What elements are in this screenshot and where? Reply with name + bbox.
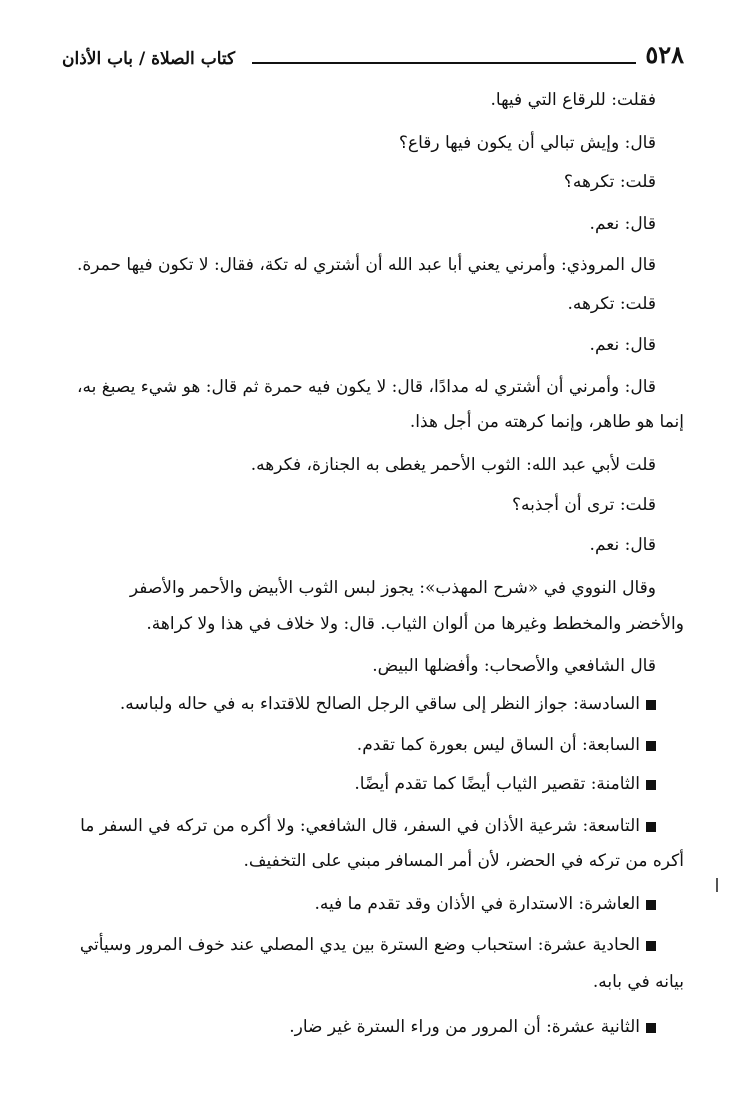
point-text: السابعة: أن الساق ليس بعورة كما تقدم. (356, 735, 640, 755)
square-bullet-icon (646, 900, 656, 910)
text-line: قلت: تكرهه. (567, 294, 656, 314)
text-line: والأخضر والمخطط وغيرها من ألوان الثياب. قال: ولا خلاف في هذا ولا كراهة. (146, 614, 684, 634)
point-text: الثامنة: تقصير الثياب أيضًا كما تقدم أيضًا. (354, 774, 640, 794)
numbered-point (62, 812, 656, 840)
text-line: أكره من تركه في الحضر، لأن أمر المسافر مبني على التخفيف. (243, 851, 684, 871)
square-bullet-icon (646, 780, 656, 790)
numbered-point (62, 690, 656, 718)
header-rule (252, 62, 636, 64)
text-line: وقال النووي في «شرح المهذب»: يجوز لبس الثوب الأبيض والأحمر والأصفر (129, 578, 656, 598)
text-line: قال: نعم. (589, 214, 656, 234)
point-text: الثانية عشرة: أن المرور من وراء السترة غير ضار. (289, 1017, 640, 1037)
square-bullet-icon (646, 741, 656, 751)
numbered-point (62, 931, 656, 959)
text-line: إنما هو طاهر، وإنما كرهته من أجل هذا. (409, 412, 684, 432)
square-bullet-icon (646, 941, 656, 951)
text-line: قال: وأمرني أن أشتري له مدادًا، قال: لا يكون فيه حمرة ثم قال: هو شيء يصبغ به، (76, 377, 656, 397)
text-line: فقلت: للرقاع التي فيها. (490, 90, 656, 110)
text-line: قال: نعم. (589, 535, 656, 555)
running-title: كتاب الصلاة / باب الأذان (62, 49, 236, 69)
point-text: العاشرة: الاستدارة في الأذان وقد تقدم ما فيه. (314, 894, 640, 914)
text-line: قلت: تكرهه؟ (563, 172, 656, 192)
numbered-point (62, 731, 656, 759)
scan-mark (716, 878, 718, 892)
text-line: قلت: ترى أن أجذبه؟ (511, 495, 656, 515)
point-text: التاسعة: شرعية الأذان في السفر، قال الشافعي: ولا أكره من تركه في السفر ما (80, 816, 640, 836)
text-line: قال الشافعي والأصحاب: وأفضلها البيض. (372, 656, 656, 676)
text-line: قلت لأبي عبد الله: الثوب الأحمر يغطى به الجنازة، فكرهه. (250, 455, 656, 475)
square-bullet-icon (646, 822, 656, 832)
text-line: قال: وإيش تبالي أن يكون فيها رقاع؟ (398, 133, 656, 153)
numbered-point (62, 770, 656, 798)
point-text: السادسة: جواز النظر إلى ساقي الرجل الصالح للاقتداء به في حاله ولباسه. (119, 694, 640, 714)
numbered-point (62, 1013, 656, 1041)
point-text: الحادية عشرة: استحباب وضع السترة بين يدي المصلي عند خوف المرور وسيأتي (79, 935, 640, 955)
square-bullet-icon (646, 1023, 656, 1033)
text-line: قال: نعم. (589, 335, 656, 355)
numbered-point (62, 890, 656, 918)
book-page (62, 26, 684, 1086)
page-number: ٥٢٨ (645, 40, 684, 69)
text-line: بيانه في بابه. (592, 972, 684, 992)
square-bullet-icon (646, 700, 656, 710)
text-line: قال المروذي: وأمرني يعني أبا عبد الله أن أشتري له تكة، فقال: لا تكون فيها حمرة. (76, 255, 656, 275)
page-header (62, 40, 684, 76)
